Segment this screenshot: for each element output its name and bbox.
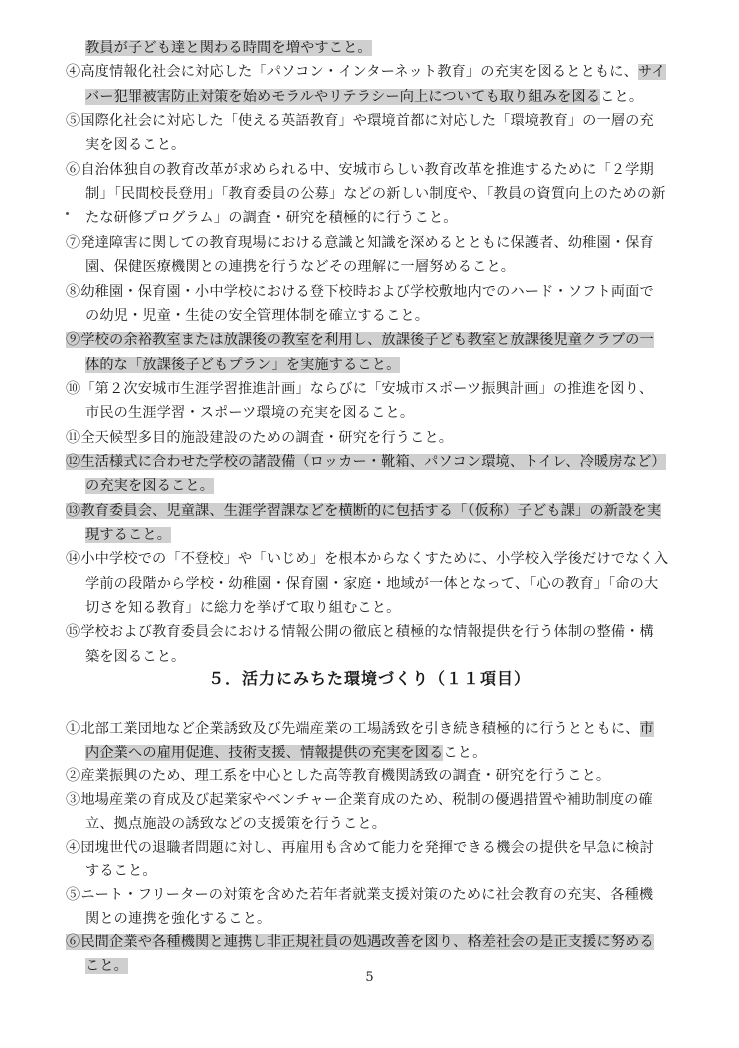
line-text: ⑦発達障害に関しての教育現場における意識と知識を深めるとともに保護者、幼稚園・保育 (66, 234, 654, 251)
text-line (85, 256, 515, 278)
line-text: たな研修プログラム」の調査・研究を積極的に行うこと。 (85, 210, 458, 227)
highlighted-text: バー犯罪被害防止対策を始めモラルやリテラシー向上についても取り組みを図る (85, 88, 601, 105)
text-line (66, 61, 666, 83)
text-line (66, 789, 653, 811)
text-line (85, 646, 185, 668)
line-text: ⑤国際化社会に対応した「使える英語教育」や環境首都に対応した「環境教育」の一層の充 (66, 113, 654, 130)
text-line (85, 573, 658, 595)
line-text: 切さを知る教育」に総力を挙げて取り組むこと。 (85, 600, 401, 617)
page-number: 5 (365, 970, 374, 985)
text-line (85, 37, 372, 59)
line-text: ⑤ニート・フリーターの対策を含めた若年者就業支援対策のために社会教育の充実、各種機 (66, 886, 654, 903)
highlighted-text: こと。 (85, 958, 129, 974)
highlighted-text: 内企業への雇用促進、技術支援、情報提供の充実を図る (85, 744, 444, 761)
line-text: ⑮学校および教育委員会における情報公開の徹底と積極的な情報提供を行う体制の整備・構 (66, 624, 654, 641)
text-line (85, 908, 271, 930)
text-line (66, 931, 654, 953)
highlighted-text: ⑥民間企業や各種機関と連携し非正規社員の処遇改善を図り、格差社会の是正支援に努める (66, 934, 654, 951)
highlighted-text: 体的な「放課後子どもプラン」を実施すること。 (85, 356, 401, 373)
line-text: ④高度情報化社会に対応した「パソコン・インターネット教育」の充実を図るとともに、 (66, 64, 638, 81)
highlighted-text: 市 (639, 721, 654, 737)
line-text: 築を図ること。 (85, 648, 186, 665)
text-line (66, 159, 654, 181)
text-line (85, 524, 171, 546)
line-text: ⑩「第２次安城市生涯学習推進計画」ならびに「安城市スポーツ振興計画」の推進を図り、 (66, 380, 654, 397)
line-text: ③地場産業の育成及び起業家やベンチャー企業育成のため、税制の優遇措置や補助制度の確 (66, 792, 653, 809)
line-text: こと。 (600, 88, 644, 105)
text-line (66, 110, 654, 132)
text-line (85, 86, 643, 108)
highlighted-text: ⑨学校の余裕教室または放課後の教室を利用し、放課後子ども教室と放課後児童クラブの一 (66, 332, 654, 349)
text-line (66, 765, 610, 787)
text-line (85, 354, 400, 376)
highlighted-text: ⑬教育委員会、児童課、生涯学習課などを横断的に包括する「（仮称）子ども課」の新設を実 (66, 502, 662, 519)
line-text: 実を図ること。 (85, 137, 186, 154)
line-text: ⑭小中学校での「不登校」や「いじめ」を根本からなくすために、小学校入学後だけでなく入 (66, 551, 669, 568)
text-line (66, 718, 654, 740)
text-line (66, 232, 654, 254)
line-text: の幼児・児童・生徒の安全管理体制を確立すること。 (85, 307, 430, 324)
line-text: ⑧幼稚園・保育園・小中学校における登下校時および学校敷地内でのハード・ソフト両面で (66, 283, 654, 300)
scan-speck (66, 212, 69, 215)
text-line (66, 281, 654, 303)
text-line (85, 742, 486, 764)
line-text: ④団塊世代の退職者問題に対し、再雇用も含めて能力を発揮できる機会の提供を早急に検討 (66, 839, 654, 856)
text-line (66, 451, 666, 473)
text-line (85, 305, 429, 327)
highlighted-text: 教員が子ども達と関わる時間を増やすこと。 (85, 40, 372, 56)
line-text: ①北部工業団地など企業誘致及び先端産業の工場誘致を引き続き積極的に行うとともに、 (66, 721, 640, 737)
text-line (66, 621, 654, 643)
text-line (85, 597, 400, 619)
text-line (85, 134, 185, 156)
line-text: ⑥自治体独自の教育改革が求められる中、安城市らしい教育改革を推進するために「２学期 (66, 161, 654, 178)
line-text: こと。 (443, 744, 487, 761)
text-line (66, 548, 668, 570)
text-line (66, 427, 453, 449)
line-text: ⑪全天候型多目的施設建設のための調査・研究を行うこと。 (66, 429, 454, 446)
text-line (66, 329, 654, 351)
highlighted-text: サイ (637, 64, 666, 81)
text-line (85, 183, 666, 205)
highlighted-text: の充実を図ること。 (85, 478, 215, 495)
text-line (85, 813, 386, 835)
highlighted-text: 現すること。 (85, 527, 172, 543)
text-line (85, 860, 157, 882)
line-text: 市民の生涯学習・スポーツ環境の充実を図ること。 (85, 405, 415, 422)
text-line (66, 378, 653, 400)
line-text: すること。 (85, 863, 157, 880)
line-text: 学前の段階から学校・幼稚園・保育園・家庭・地域が一体となって、「心の教育」「命の大 (85, 575, 659, 592)
section-heading: ５．活力にみちた環境づくり（１１項目） (207, 669, 531, 688)
text-line (85, 475, 214, 497)
highlighted-text: ⑫生活様式に合わせた学校の諸設備（ロッカー・靴箱、パソコン環境、トイレ、冷暖房など） (66, 453, 666, 470)
text-line (66, 884, 653, 906)
text-line (85, 207, 458, 229)
line-text: ②産業振興のため、理工系を中心とした高等教育機関誘致の調査・研究を行うこと。 (66, 768, 611, 785)
line-text: 関との連携を強化すること。 (85, 910, 272, 927)
line-text: 制」「民間校長登用」「教育委員の公募」などの新しい制度や、「教員の資質向上のための新 (85, 186, 666, 203)
text-line (66, 500, 661, 522)
line-text: 園、保健医療機関との連携を行うなどその理解に一層努めること。 (85, 259, 516, 276)
text-line (85, 402, 414, 424)
text-line (66, 837, 654, 859)
line-text: 立、拠点施設の誘致などの支援策を行うこと。 (85, 815, 387, 832)
